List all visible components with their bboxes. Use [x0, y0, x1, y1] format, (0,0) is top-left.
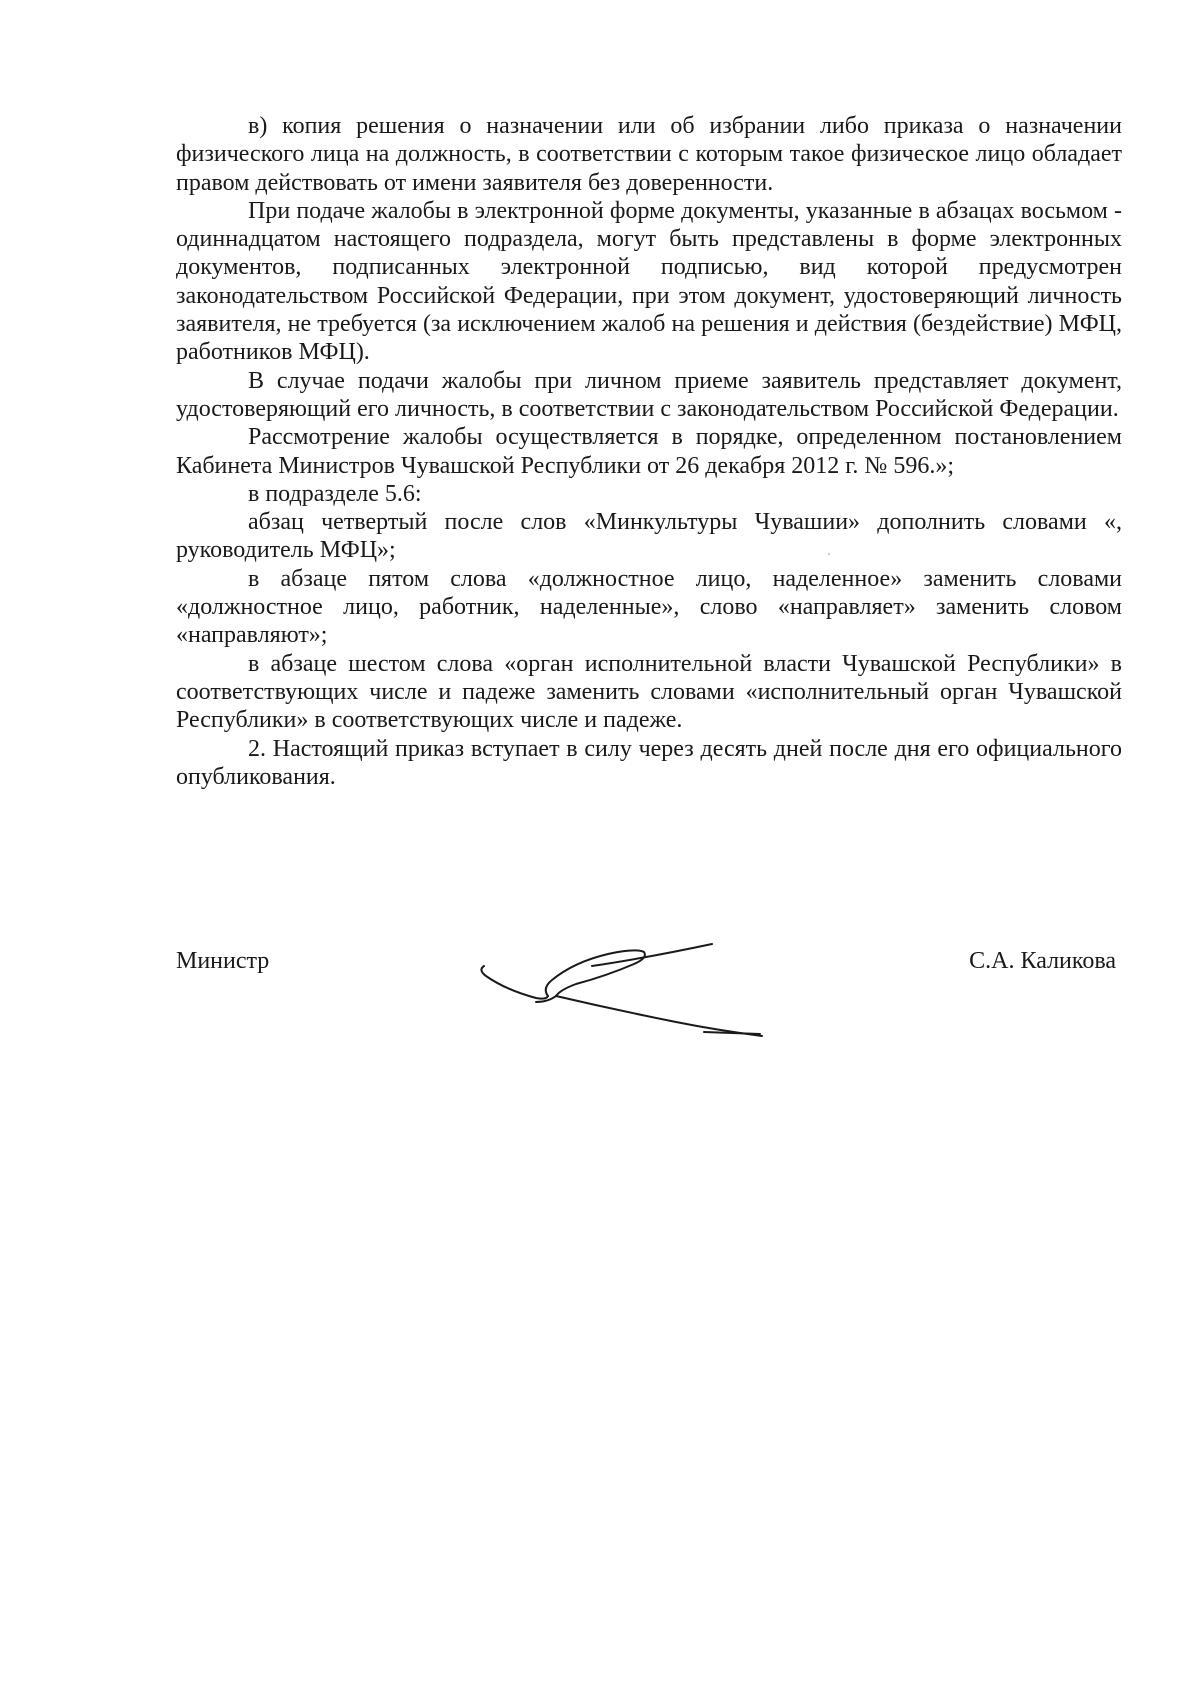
handwritten-signature	[476, 932, 766, 1042]
paragraph-copy-of-decision: в) копия решения о назначении или об избрании либо приказа о назначении физического лица на должность, в соответствии с которым такое физическое лицо обладает правом действовать от имени заявителя без доверенности.	[176, 113, 1122, 196]
paragraph-electronic-complaint: При подаче жалобы в электронной форме документы, указанные в абзацах восьмом - одиннадцатом настоящего подраздела, могут быть представлены в форме электронных документов, подписанных электронной подписью, вид которой предусмотрен законодательством Российской Федерации, при этом документ, удостоверяющий личность заявителя, не требуется (за исключением жалоб на решения и действия (бездействие) МФЦ, работников МФЦ).	[176, 197, 1122, 366]
paragraph-complaint-review: Рассмотрение жалобы осуществляется в порядке, определенном постановлением Кабинета Министров Чувашской Республики от 26 декабря 2012 г. № 596.»;	[176, 424, 1122, 479]
paragraph-personal-reception: В случае подачи жалобы при личном приеме заявитель представляет документ, удостоверяющий его личность, в соответствии с законодательством Российской Федерации.	[176, 367, 1122, 422]
document-body	[176, 112, 1122, 791]
paragraph-fourth-abzac: абзац четвертый после слов «Минкультуры Чувашии» дополнить словами «, руководитель МФЦ»;	[176, 509, 1122, 564]
scan-speck	[828, 553, 830, 555]
paragraph-subsection-5-6: в подразделе 5.6:	[248, 480, 422, 507]
paragraph-sixth-abzac: в абзаце шестом слова «орган исполнительной власти Чувашской Республики» в соответствующих числе и падеже заменить словами «исполнительный орган Чувашской Республики» в соответствующих числе и падеже.	[176, 650, 1122, 734]
signer-title: Министр	[176, 948, 270, 974]
signer-name: С.А. Каликова	[969, 948, 1116, 974]
paragraph-effective-date: 2. Настоящий приказ вступает в силу через десять дней после дня его официального опубликования.	[176, 735, 1122, 790]
paragraph-fifth-abzac: в абзаце пятом слова «должностное лицо, наделенное» заменить словами «должностное лицо, работник, наделенные», слово «направляет» заменить словом «направляют»;	[176, 565, 1122, 649]
